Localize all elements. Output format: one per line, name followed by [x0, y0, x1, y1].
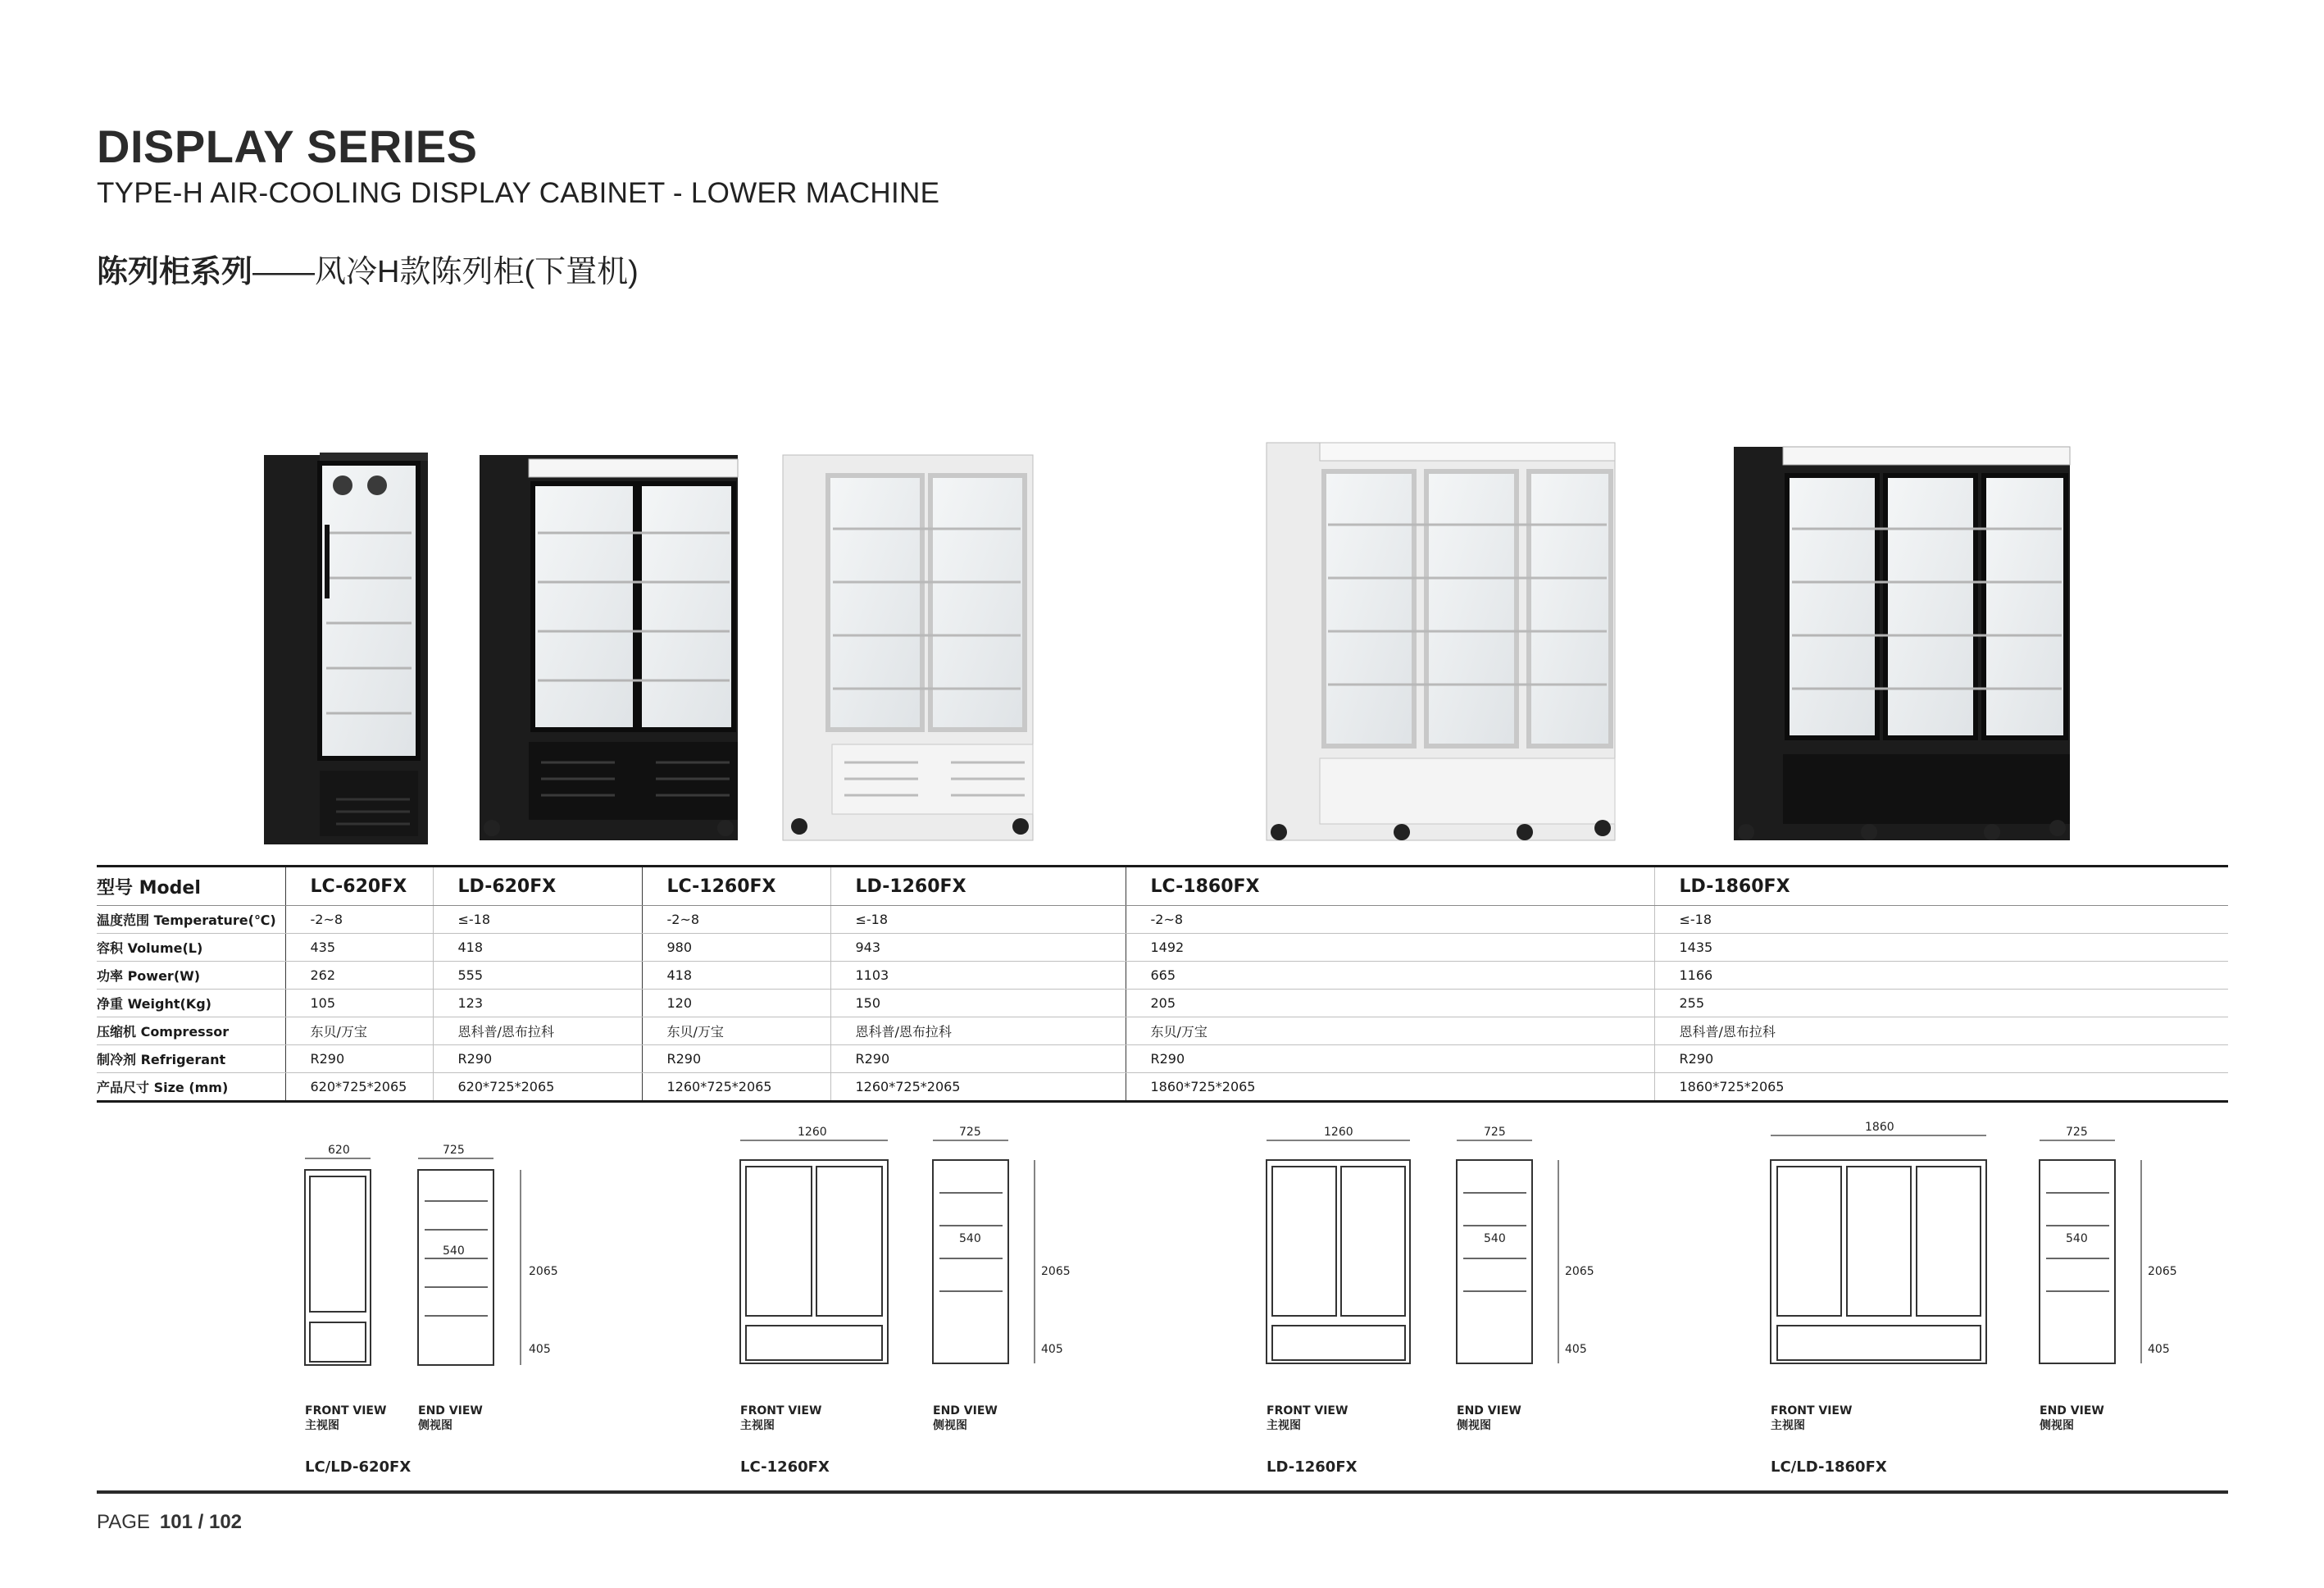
spec-row-label: 温度范围 Temperature(℃)	[97, 906, 285, 934]
spec-cell: 943	[830, 934, 1126, 962]
end-view-label: END VIEW	[2040, 1404, 2104, 1417]
spec-cell: R290	[1126, 1045, 1654, 1073]
end-view-label: END VIEW	[933, 1404, 998, 1417]
spec-cell: 1492	[1126, 934, 1654, 962]
cabinet-image-triple-white	[1267, 443, 1615, 840]
spec-row	[97, 990, 2228, 1017]
spec-cell: 1860*725*2065	[1654, 1073, 2228, 1102]
spec-cell: ≤-18	[830, 906, 1126, 934]
spec-row	[97, 934, 2228, 962]
spec-cell: 980	[642, 934, 830, 962]
spec-cell: 120	[642, 990, 830, 1017]
dim-depth: 725	[2066, 1126, 2088, 1139]
product-images	[0, 426, 2324, 853]
page-number: 101 / 102	[159, 1511, 243, 1533]
dim-width: 1860	[1865, 1121, 1894, 1134]
chinese-title	[97, 246, 639, 291]
spec-row	[97, 906, 2228, 934]
spec-cell: -2~8	[1126, 906, 1654, 934]
dim-height: 2065	[1565, 1265, 1594, 1278]
spec-cell: 150	[830, 990, 1126, 1017]
dim-base: 405	[1041, 1343, 1063, 1356]
spec-row-label: 产品尺寸 Size (mm)	[97, 1073, 285, 1102]
spec-cell: 123	[433, 990, 642, 1017]
spec-cell: 555	[433, 962, 642, 990]
drawing-caption: LC/LD-1860FX	[1771, 1458, 1887, 1476]
spec-cell: R290	[285, 1045, 433, 1073]
page-subtitle: TYPE-H AIR-COOLING DISPLAY CABINET - LOWER MACHINE	[97, 177, 940, 209]
dim-depth: 725	[1484, 1126, 1506, 1139]
spec-cell: 1260*725*2065	[642, 1073, 830, 1102]
technical-drawings	[0, 1111, 2324, 1496]
spec-cell: 262	[285, 962, 433, 990]
model-name: LC-620FX	[285, 867, 433, 906]
model-name: LD-620FX	[433, 867, 642, 906]
spec-row-label: 压缩机 Compressor	[97, 1017, 285, 1045]
spec-cell: -2~8	[285, 906, 433, 934]
spec-cell: 1103	[830, 962, 1126, 990]
spec-cell: 恩科普/恩布拉科	[830, 1017, 1126, 1045]
spec-cell: 665	[1126, 962, 1654, 990]
spec-cell: R290	[642, 1045, 830, 1073]
model-name: LC-1260FX	[642, 867, 830, 906]
model-name: LD-1860FX	[1654, 867, 2228, 906]
cabinet-image-triple-black	[1734, 447, 2070, 840]
spec-cell: R290	[433, 1045, 642, 1073]
spec-cell: 620*725*2065	[433, 1073, 642, 1102]
model-name: LD-1260FX	[830, 867, 1126, 906]
spec-cell: -2~8	[642, 906, 830, 934]
cabinet-image-double-black	[480, 455, 738, 840]
spec-cell: 东贝/万宝	[285, 1017, 433, 1045]
front-view-cn: 主视图	[740, 1419, 775, 1432]
spec-cell: 418	[642, 962, 830, 990]
drawing-caption: LD-1260FX	[1267, 1458, 1358, 1476]
chinese-title-rest: ——风冷H款陈列柜(下置机)	[252, 255, 639, 289]
spec-row	[97, 1017, 2228, 1045]
spec-cell: 1260*725*2065	[830, 1073, 1126, 1102]
dim-width: 1260	[798, 1126, 827, 1139]
front-view-label: FRONT VIEW	[305, 1404, 387, 1417]
spec-cell: 205	[1126, 990, 1654, 1017]
dim-shelf: 540	[2066, 1232, 2088, 1245]
end-view-cn: 侧视图	[1457, 1419, 1491, 1432]
dim-width: 1260	[1324, 1126, 1353, 1139]
spec-cell: ≤-18	[1654, 906, 2228, 934]
spec-cell: 1166	[1654, 962, 2228, 990]
dim-base: 405	[529, 1343, 551, 1356]
spec-cell: 255	[1654, 990, 2228, 1017]
spec-row	[97, 1045, 2228, 1073]
dim-depth: 725	[959, 1126, 981, 1139]
spec-cell: 105	[285, 990, 433, 1017]
dim-shelf: 540	[443, 1244, 465, 1258]
spec-cell: ≤-18	[433, 906, 642, 934]
spec-cell: 东贝/万宝	[1126, 1017, 1654, 1045]
spec-cell: 620*725*2065	[285, 1073, 433, 1102]
cabinet-image-double-white	[783, 455, 1033, 840]
spec-cell: 1435	[1654, 934, 2228, 962]
spec-cell: 东贝/万宝	[642, 1017, 830, 1045]
spec-cell: 恩科普/恩布拉科	[433, 1017, 642, 1045]
dim-base: 405	[2148, 1343, 2170, 1356]
end-view-label: END VIEW	[418, 1404, 483, 1417]
spec-cell: 1860*725*2065	[1126, 1073, 1654, 1102]
spec-table	[97, 865, 2228, 1103]
spec-row	[97, 962, 2228, 990]
front-view-cn: 主视图	[1267, 1419, 1301, 1432]
footer-rule	[97, 1490, 2228, 1494]
front-view-label: FRONT VIEW	[740, 1404, 822, 1417]
dim-height: 2065	[1041, 1265, 1071, 1278]
spec-cell: 418	[433, 934, 642, 962]
front-view-cn: 主视图	[1771, 1419, 1805, 1432]
front-view-label: FRONT VIEW	[1771, 1404, 1853, 1417]
model-name: LC-1860FX	[1126, 867, 1654, 906]
page-label: PAGE	[97, 1511, 150, 1533]
cabinet-image-single-black	[264, 453, 428, 844]
end-view-cn: 侧视图	[2040, 1419, 2074, 1432]
front-view-label: FRONT VIEW	[1267, 1404, 1348, 1417]
front-view-cn: 主视图	[305, 1419, 339, 1432]
spec-row	[97, 1073, 2228, 1102]
end-view-cn: 侧视图	[418, 1419, 453, 1432]
end-view-cn: 侧视图	[933, 1419, 967, 1432]
spec-cell: R290	[830, 1045, 1126, 1073]
spec-cell: 恩科普/恩布拉科	[1654, 1017, 2228, 1045]
dim-depth: 725	[443, 1144, 465, 1157]
dim-shelf: 540	[1484, 1232, 1506, 1245]
end-view-label: END VIEW	[1457, 1404, 1521, 1417]
dim-width: 620	[328, 1144, 350, 1157]
spec-row-label: 容积 Volume(L)	[97, 934, 285, 962]
page-footer	[97, 1511, 242, 1534]
spec-header-row	[97, 867, 2228, 906]
dim-height: 2065	[529, 1265, 558, 1278]
dim-shelf: 540	[959, 1232, 981, 1245]
spec-cell: 435	[285, 934, 433, 962]
spec-row-label: 净重 Weight(Kg)	[97, 990, 285, 1017]
drawing-caption: LC/LD-620FX	[305, 1458, 412, 1476]
drawing-caption: LC-1260FX	[740, 1458, 830, 1476]
spec-header-label: 型号 Model	[97, 867, 285, 906]
dim-height: 2065	[2148, 1265, 2177, 1278]
spec-cell: R290	[1654, 1045, 2228, 1073]
page-title: DISPLAY SERIES	[97, 121, 478, 172]
chinese-title-bold: 陈列柜系列	[97, 255, 253, 289]
dim-base: 405	[1565, 1343, 1587, 1356]
spec-row-label: 制冷剂 Refrigerant	[97, 1045, 285, 1073]
spec-row-label: 功率 Power(W)	[97, 962, 285, 990]
